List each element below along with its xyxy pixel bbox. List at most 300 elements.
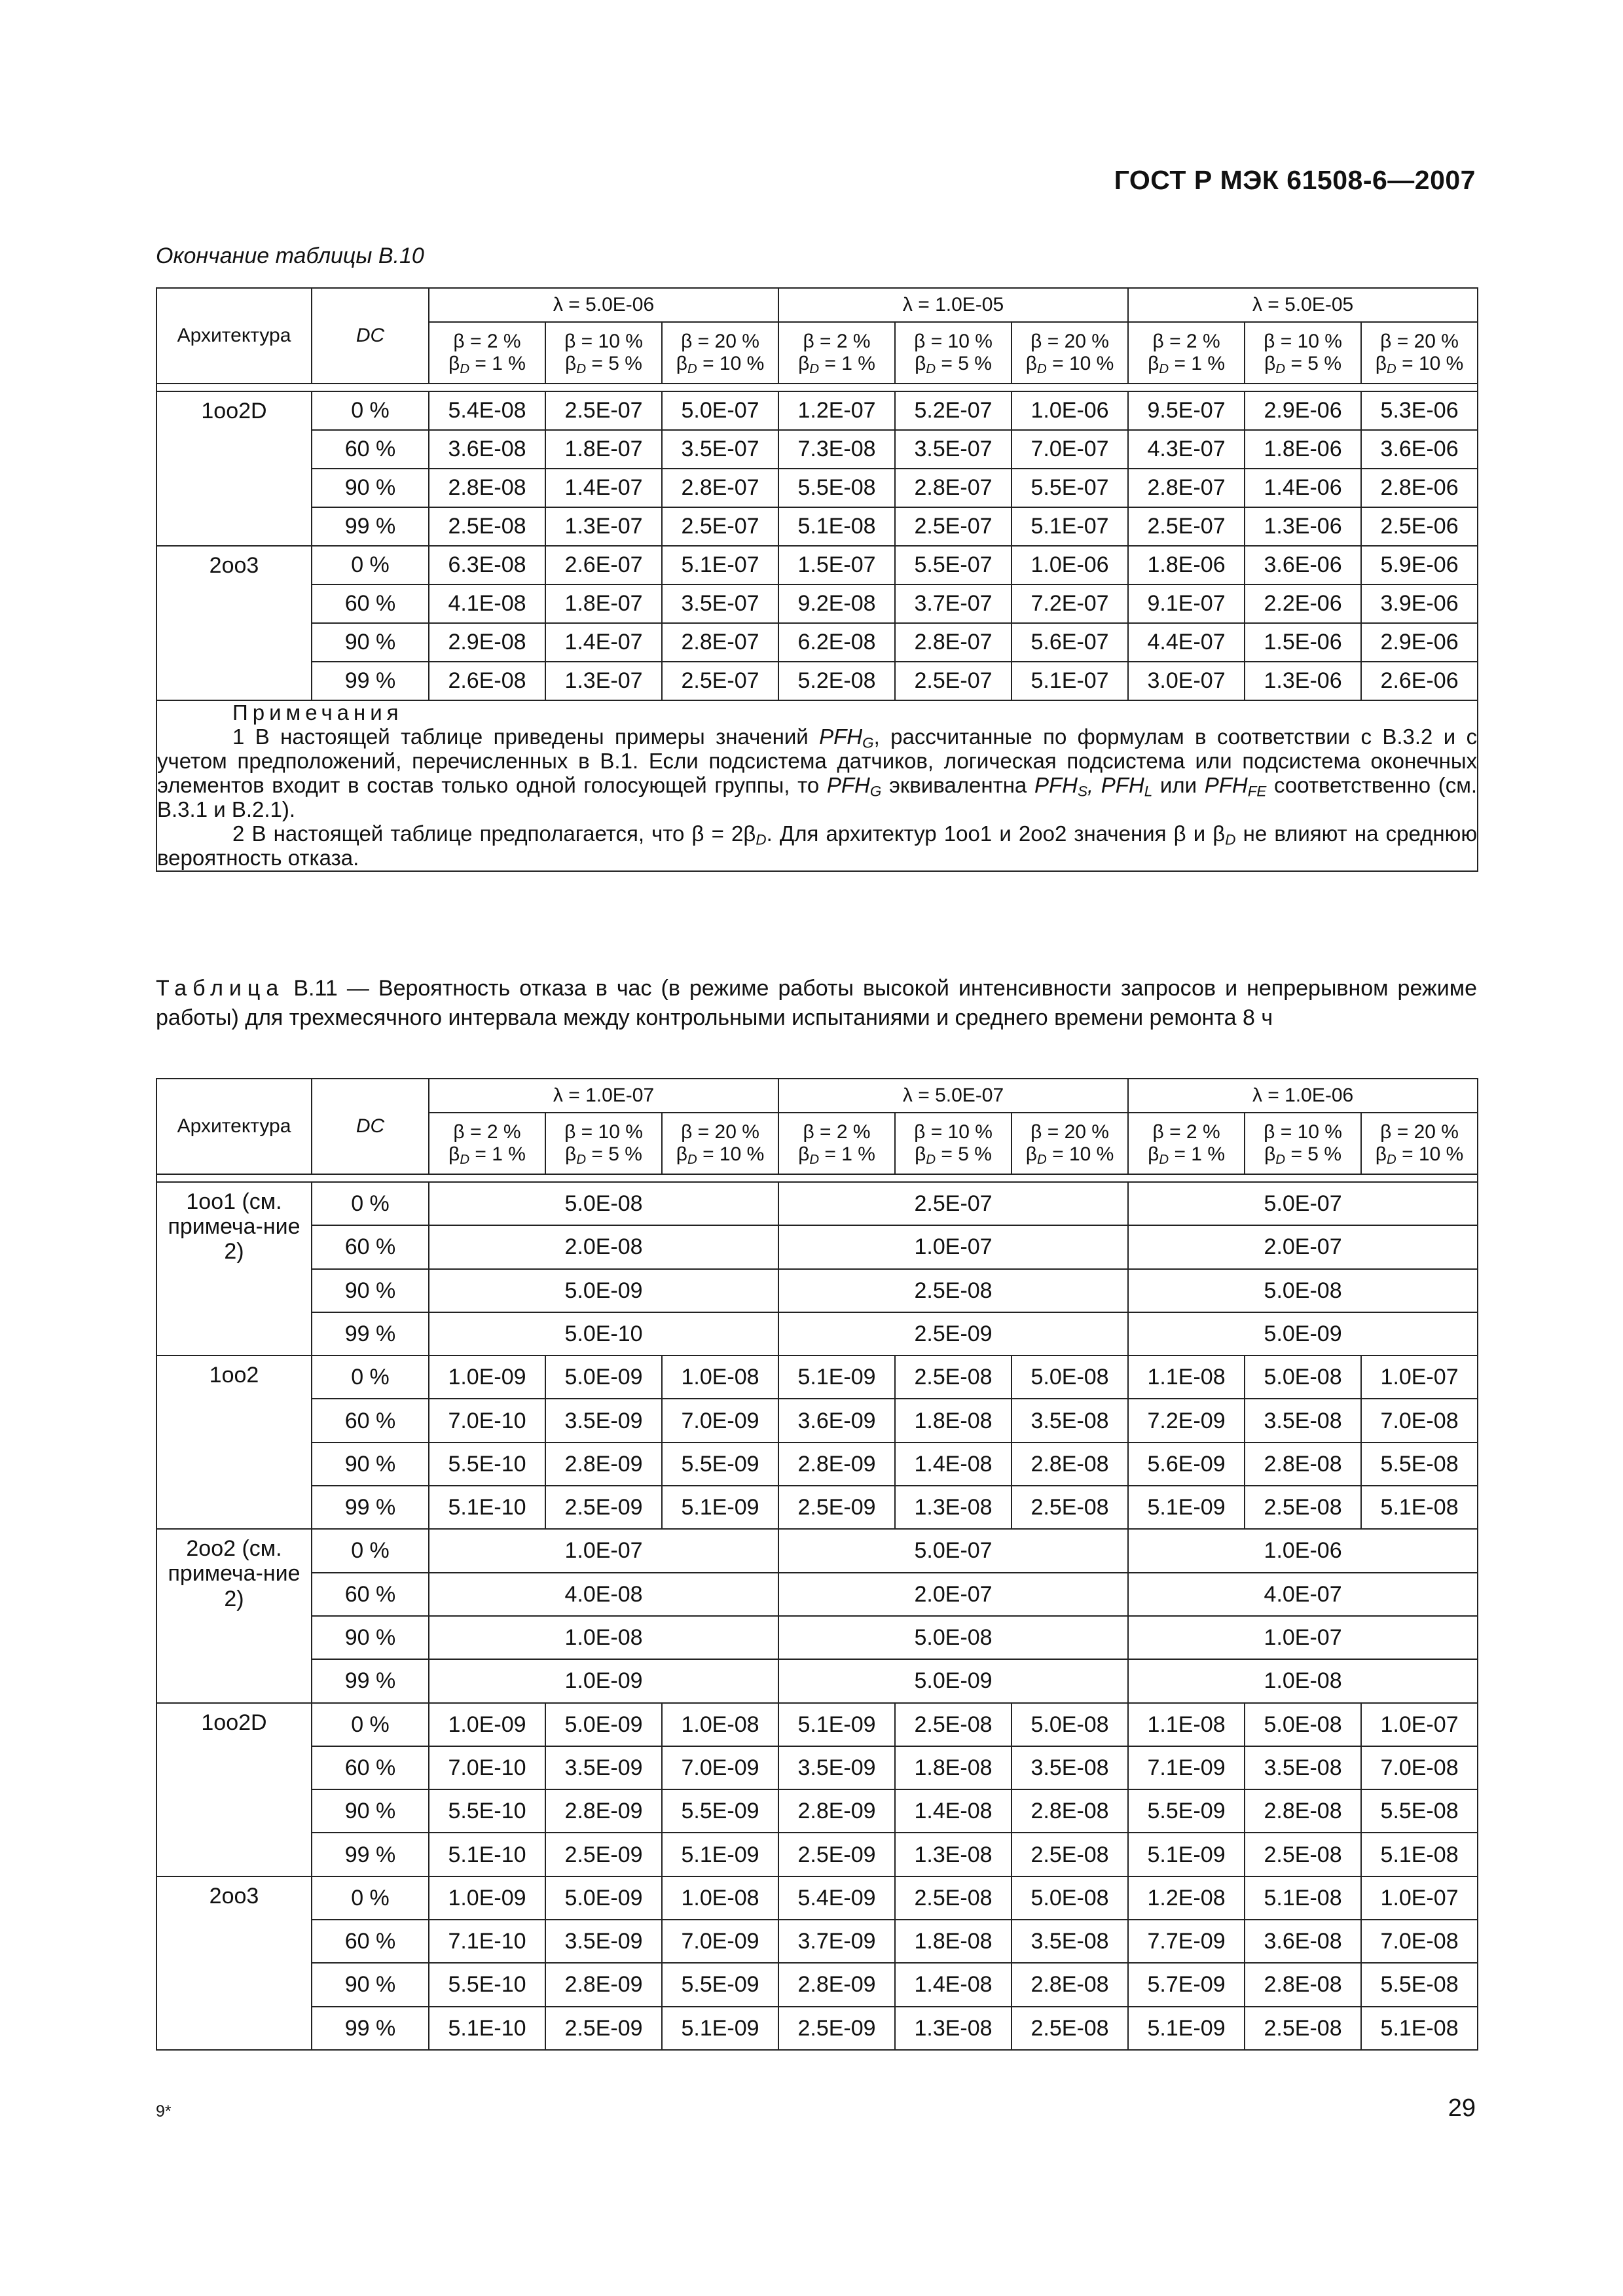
- value-cell: 5.7E-09: [1128, 1963, 1245, 2006]
- beta-d-value: = 10 %: [702, 353, 765, 374]
- beta-d-value: = 5 %: [1290, 353, 1342, 374]
- dc-cell: 90 %: [312, 1616, 429, 1659]
- table2-caption: [156, 974, 1477, 1033]
- table-row: [156, 1486, 1478, 1529]
- value-cell: 5.1E-08: [1361, 1833, 1478, 1876]
- beta-d-symbol: $\beta_D$: [798, 353, 820, 377]
- value-cell: 3.5E-08: [1245, 1399, 1361, 1442]
- value-cell: 1.0E-06: [1128, 1529, 1478, 1572]
- pfh-g: $PFH_G$: [826, 772, 882, 800]
- value-cell: 2.8E-07: [895, 469, 1012, 507]
- table-row: [156, 546, 1478, 584]
- lambda-header: λ = 1.0E-05: [778, 288, 1128, 322]
- table-row: [156, 1399, 1478, 1442]
- beta-d-symbol: $\beta_D$: [676, 353, 697, 377]
- beta-d-symbol: $\beta_D$: [798, 1143, 820, 1168]
- value-cell: 2.8E-07: [1128, 469, 1245, 507]
- beta-d-value: = 1 %: [475, 353, 526, 374]
- value-cell: 3.6E-08: [1245, 1920, 1361, 1963]
- value-cell: 1.1E-08: [1128, 1355, 1245, 1399]
- beta-header: [1245, 322, 1361, 384]
- beta-d-value: = 1 %: [824, 1143, 875, 1165]
- value-cell: 5.0E-09: [1128, 1312, 1478, 1355]
- value-cell: 2.8E-09: [778, 1789, 895, 1833]
- note-2-c: не влияют на среднюю вероятность отказа.: [157, 821, 1478, 870]
- value-cell: 2.0E-07: [1128, 1225, 1478, 1268]
- value-cell: 1.8E-06: [1245, 430, 1361, 469]
- beta-header: [1361, 1113, 1478, 1174]
- value-cell: 1.3E-08: [895, 1486, 1012, 1529]
- value-cell: 2.5E-08: [1012, 1486, 1128, 1529]
- value-cell: 1.4E-06: [1245, 469, 1361, 507]
- beta-value: β = 10 %: [564, 331, 643, 353]
- beta-header: [545, 1113, 662, 1174]
- lambda-header: λ = 5.0E-07: [778, 1079, 1128, 1113]
- value-cell: 5.6E-09: [1128, 1443, 1245, 1486]
- value-cell: 7.2E-09: [1128, 1399, 1245, 1442]
- dc-cell: 0 %: [312, 1529, 429, 1572]
- table-row: [156, 391, 1478, 430]
- value-cell: 1.0E-07: [1361, 1355, 1478, 1399]
- value-cell: 2.5E-09: [778, 1312, 1128, 1355]
- value-cell: 2.5E-08: [1012, 2007, 1128, 2050]
- value-cell: 3.5E-09: [545, 1399, 662, 1442]
- beta-d-value: = 5 %: [1290, 1143, 1342, 1165]
- value-cell: 2.8E-07: [662, 623, 778, 662]
- value-cell: 1.2E-07: [778, 391, 895, 430]
- value-cell: 7.0E-09: [662, 1399, 778, 1442]
- value-cell: 1.0E-08: [1128, 1659, 1478, 1702]
- beta-value: β = 20 %: [1380, 1121, 1459, 1143]
- architecture-header: Архитектура: [156, 1079, 312, 1174]
- table1-caption: Окончание таблицы В.10: [156, 243, 424, 268]
- value-cell: 2.5E-09: [778, 2007, 895, 2050]
- value-cell: 5.5E-07: [895, 546, 1012, 584]
- value-cell: 1.3E-07: [545, 507, 662, 546]
- value-cell: 5.9E-06: [1361, 546, 1478, 584]
- value-cell: 2.0E-07: [778, 1573, 1128, 1616]
- table-row: [156, 1616, 1478, 1659]
- value-cell: 7.3E-08: [778, 430, 895, 469]
- value-cell: 5.1E-08: [778, 507, 895, 546]
- beta-d-value: = 5 %: [941, 1143, 992, 1165]
- value-cell: 7.0E-08: [1361, 1746, 1478, 1789]
- value-cell: 5.2E-07: [895, 391, 1012, 430]
- note-1-c: эквивалентна: [881, 772, 1034, 797]
- table-row: [156, 1659, 1478, 1702]
- value-cell: 3.7E-07: [895, 584, 1012, 623]
- dc-cell: 60 %: [312, 1573, 429, 1616]
- table-row: [156, 1529, 1478, 1572]
- value-cell: 2.5E-09: [545, 2007, 662, 2050]
- value-cell: 2.8E-07: [895, 623, 1012, 662]
- table-row: [156, 1269, 1478, 1312]
- value-cell: 1.0E-07: [778, 1225, 1128, 1268]
- header-gap: [156, 384, 1478, 391]
- value-cell: 1.4E-08: [895, 1443, 1012, 1486]
- value-cell: 1.3E-06: [1245, 662, 1361, 700]
- value-cell: 7.0E-10: [429, 1399, 545, 1442]
- value-cell: 2.8E-09: [778, 1963, 895, 2006]
- value-cell: 1.0E-08: [662, 1355, 778, 1399]
- value-cell: 2.5E-08: [895, 1876, 1012, 1920]
- value-cell: 1.4E-07: [545, 469, 662, 507]
- value-cell: 2.5E-06: [1361, 507, 1478, 546]
- beta-d-symbol: $\beta_D$: [1264, 353, 1286, 377]
- value-cell: 2.5E-08: [429, 507, 545, 546]
- value-cell: 1.8E-08: [895, 1920, 1012, 1963]
- value-cell: 2.5E-07: [662, 507, 778, 546]
- table-row: [156, 584, 1478, 623]
- value-cell: 2.2E-06: [1245, 584, 1361, 623]
- value-cell: 7.0E-08: [1361, 1399, 1478, 1442]
- footer-mark: 9*: [156, 2102, 172, 2121]
- value-cell: 1.8E-07: [545, 430, 662, 469]
- value-cell: 2.9E-06: [1245, 391, 1361, 430]
- table-row: [156, 1312, 1478, 1355]
- value-cell: 1.0E-09: [429, 1876, 545, 1920]
- value-cell: 5.1E-07: [662, 546, 778, 584]
- value-cell: 2.8E-08: [1245, 1443, 1361, 1486]
- value-cell: 5.5E-08: [1361, 1963, 1478, 2006]
- beta-d-value: = 5 %: [941, 353, 992, 374]
- value-cell: 2.9E-06: [1361, 623, 1478, 662]
- value-cell: 1.3E-06: [1245, 507, 1361, 546]
- dc-cell: 60 %: [312, 430, 429, 469]
- beta-d-value: = 10 %: [1402, 353, 1464, 374]
- beta-d-symbol: $\beta_D$: [1025, 1143, 1047, 1168]
- value-cell: 5.4E-09: [778, 1876, 895, 1920]
- table-row: [156, 2007, 1478, 2050]
- value-cell: 3.6E-08: [429, 430, 545, 469]
- value-cell: 6.2E-08: [778, 623, 895, 662]
- value-cell: 5.1E-09: [778, 1703, 895, 1746]
- beta-header: [545, 322, 662, 384]
- beta-d-symbol: $\beta_D$: [1375, 1143, 1396, 1168]
- dc-header: DC: [312, 288, 429, 384]
- value-cell: 2.5E-07: [895, 662, 1012, 700]
- value-cell: 2.5E-07: [545, 391, 662, 430]
- beta-d-value: = 1 %: [475, 1143, 526, 1165]
- value-cell: 1.1E-08: [1128, 1703, 1245, 1746]
- value-cell: 1.0E-09: [429, 1703, 545, 1746]
- value-cell: 3.5E-07: [895, 430, 1012, 469]
- value-cell: 5.1E-08: [1361, 2007, 1478, 2050]
- table2-caption-text: В.11 — Вероятность отказа в час (в режиме работы высокой интенсивности запросов и непрерывном режиме работы) для трехмесячного интервала между контрольными испытаниями и среднего времени ремонта 8 ч: [156, 976, 1478, 1031]
- value-cell: 5.5E-08: [1361, 1443, 1478, 1486]
- notes-cell: [156, 700, 1478, 871]
- beta-header: [1128, 1113, 1245, 1174]
- value-cell: 2.8E-08: [1245, 1963, 1361, 2006]
- beta-d-symbol: $\beta_D$: [448, 1143, 470, 1168]
- table-row: [156, 1920, 1478, 1963]
- value-cell: 2.6E-08: [429, 662, 545, 700]
- table-row: [156, 662, 1478, 700]
- value-cell: 9.1E-07: [1128, 584, 1245, 623]
- beta-d-value: = 1 %: [1174, 1143, 1226, 1165]
- beta-d-value: = 1 %: [1174, 353, 1226, 374]
- table-row: [156, 1789, 1478, 1833]
- value-cell: 3.5E-09: [545, 1746, 662, 1789]
- beta-value: β = 2 %: [1152, 1121, 1220, 1143]
- value-cell: 5.0E-09: [545, 1876, 662, 1920]
- lambda-header: λ = 1.0E-06: [1128, 1079, 1478, 1113]
- dc-cell: 99 %: [312, 507, 429, 546]
- value-cell: 7.1E-10: [429, 1920, 545, 1963]
- dc-cell: 90 %: [312, 1269, 429, 1312]
- note-2: [157, 822, 1477, 870]
- beta-value: β = 20 %: [1030, 331, 1109, 353]
- value-cell: 1.4E-07: [545, 623, 662, 662]
- value-cell: 3.5E-08: [1245, 1746, 1361, 1789]
- dc-cell: 99 %: [312, 1312, 429, 1355]
- lambda-header: λ = 1.0E-07: [429, 1079, 778, 1113]
- beta-header: [662, 1113, 778, 1174]
- value-cell: 2.5E-08: [778, 1269, 1128, 1312]
- beta-value: β = 10 %: [1264, 331, 1342, 353]
- value-cell: 2.5E-07: [778, 1182, 1128, 1225]
- value-cell: 3.5E-08: [1012, 1399, 1128, 1442]
- value-cell: 1.2E-08: [1128, 1876, 1245, 1920]
- value-cell: 3.0E-07: [1128, 662, 1245, 700]
- value-cell: 5.5E-09: [1128, 1789, 1245, 1833]
- value-cell: 5.5E-08: [1361, 1789, 1478, 1833]
- architecture-cell: 1oo2D: [156, 1703, 312, 1876]
- architecture-cell: 2oo3: [156, 1876, 312, 2050]
- value-cell: 2.5E-08: [1012, 1833, 1128, 1876]
- dc-cell: 0 %: [312, 1703, 429, 1746]
- value-cell: 5.1E-09: [778, 1355, 895, 1399]
- beta-value: β = 10 %: [564, 1121, 643, 1143]
- architecture-cell: 2oo3: [156, 546, 312, 700]
- value-cell: 5.0E-07: [662, 391, 778, 430]
- beta-d-value: = 10 %: [1052, 1143, 1114, 1165]
- beta-d-value: = 5 %: [591, 353, 642, 374]
- value-cell: 2.5E-07: [662, 662, 778, 700]
- value-cell: 5.5E-09: [662, 1963, 778, 2006]
- value-cell: 4.1E-08: [429, 584, 545, 623]
- beta-d-value: = 1 %: [824, 353, 875, 374]
- table-row: [156, 623, 1478, 662]
- pfh-s-l: $PFH_S$, $PFH_L$: [1034, 772, 1153, 800]
- architecture-header: Архитектура: [156, 288, 312, 384]
- dc-cell: 60 %: [312, 1746, 429, 1789]
- value-cell: 2.6E-07: [545, 546, 662, 584]
- table-row: [156, 1573, 1478, 1616]
- value-cell: 2.5E-09: [545, 1833, 662, 1876]
- value-cell: 2.5E-09: [778, 1486, 895, 1529]
- value-cell: 1.0E-09: [429, 1659, 778, 1702]
- value-cell: 2.5E-09: [778, 1833, 895, 1876]
- beta-value: β = 10 %: [1264, 1121, 1342, 1143]
- value-cell: 7.0E-07: [1012, 430, 1128, 469]
- table-b11: [156, 1078, 1478, 2051]
- architecture-cell: 1oo1 (см. примеча-ние 2): [156, 1182, 312, 1355]
- value-cell: 7.0E-09: [662, 1746, 778, 1789]
- note-2-a: 2 В настоящей таблице предполагается, что β = 2β: [232, 821, 756, 846]
- table-row: [156, 1703, 1478, 1746]
- value-cell: 5.1E-08: [1245, 1876, 1361, 1920]
- table-row: [156, 1833, 1478, 1876]
- lambda-header: λ = 5.0E-05: [1128, 288, 1478, 322]
- value-cell: 2.8E-06: [1361, 469, 1478, 507]
- value-cell: 5.0E-09: [429, 1269, 778, 1312]
- dc-cell: 0 %: [312, 391, 429, 430]
- value-cell: 7.0E-10: [429, 1746, 545, 1789]
- beta-d-value: = 10 %: [1402, 1143, 1464, 1165]
- value-cell: 2.8E-08: [1245, 1789, 1361, 1833]
- value-cell: 5.5E-09: [662, 1789, 778, 1833]
- value-cell: 2.5E-08: [1245, 1833, 1361, 1876]
- value-cell: 1.3E-07: [545, 662, 662, 700]
- value-cell: 2.5E-07: [895, 507, 1012, 546]
- dc-cell: 99 %: [312, 2007, 429, 2050]
- beta-header: [778, 322, 895, 384]
- value-cell: 5.0E-09: [545, 1703, 662, 1746]
- value-cell: 5.5E-09: [662, 1443, 778, 1486]
- value-cell: 5.5E-10: [429, 1789, 545, 1833]
- beta-value: β = 2 %: [453, 331, 521, 353]
- value-cell: 5.0E-09: [545, 1355, 662, 1399]
- lambda-header: λ = 5.0E-06: [429, 288, 778, 322]
- value-cell: 2.5E-07: [1128, 507, 1245, 546]
- value-cell: 1.5E-07: [778, 546, 895, 584]
- beta-value: β = 2 %: [803, 331, 871, 353]
- value-cell: 5.0E-08: [1012, 1876, 1128, 1920]
- value-cell: 2.8E-08: [1012, 1443, 1128, 1486]
- dc-cell: 60 %: [312, 1225, 429, 1268]
- value-cell: 5.1E-09: [1128, 2007, 1245, 2050]
- beta-value: β = 20 %: [1380, 331, 1459, 353]
- value-cell: 2.8E-08: [1012, 1789, 1128, 1833]
- beta-d-symbol: $\beta_D$: [915, 1143, 936, 1168]
- header-gap: [156, 1174, 1478, 1182]
- beta-value: β = 10 %: [914, 331, 993, 353]
- value-cell: 5.1E-10: [429, 1486, 545, 1529]
- dc-cell: 90 %: [312, 623, 429, 662]
- beta-header: [895, 1113, 1012, 1174]
- beta-header: [1012, 1113, 1128, 1174]
- beta-d-symbol: $\beta_D$: [1148, 1143, 1169, 1168]
- dc-cell: 60 %: [312, 1399, 429, 1442]
- value-cell: 1.0E-06: [1012, 546, 1128, 584]
- value-cell: 5.5E-08: [778, 469, 895, 507]
- beta-header: [1012, 322, 1128, 384]
- header-row-lambda: [156, 1079, 1478, 1113]
- value-cell: 1.8E-08: [895, 1746, 1012, 1789]
- value-cell: 3.5E-07: [662, 430, 778, 469]
- value-cell: 5.0E-07: [778, 1529, 1128, 1572]
- value-cell: 7.0E-08: [1361, 1920, 1478, 1963]
- value-cell: 5.0E-08: [778, 1616, 1128, 1659]
- value-cell: 7.2E-07: [1012, 584, 1128, 623]
- dc-cell: 99 %: [312, 1833, 429, 1876]
- value-cell: 4.0E-08: [429, 1573, 778, 1616]
- beta-d-value: = 10 %: [1052, 353, 1114, 374]
- value-cell: 5.5E-10: [429, 1443, 545, 1486]
- header-row-lambda: [156, 288, 1478, 322]
- value-cell: 5.5E-10: [429, 1963, 545, 2006]
- value-cell: 1.5E-06: [1245, 623, 1361, 662]
- beta-header: [429, 1113, 545, 1174]
- value-cell: 1.0E-07: [429, 1529, 778, 1572]
- value-cell: 1.0E-08: [662, 1703, 778, 1746]
- beta-value: β = 2 %: [1152, 331, 1220, 353]
- value-cell: 2.5E-08: [1245, 1486, 1361, 1529]
- beta-value: β = 20 %: [681, 1121, 759, 1143]
- table2-caption-lead: Таблица: [156, 976, 285, 1001]
- value-cell: 1.3E-08: [895, 1833, 1012, 1876]
- value-cell: 2.8E-08: [1012, 1963, 1128, 2006]
- architecture-cell: 2oo2 (см. примеча-ние 2): [156, 1529, 312, 1702]
- table-row: [156, 507, 1478, 546]
- note-1-a: 1 В настоящей таблице приведены примеры значений: [232, 724, 820, 749]
- value-cell: 1.8E-06: [1128, 546, 1245, 584]
- dc-cell: 0 %: [312, 1876, 429, 1920]
- dc-cell: 0 %: [312, 1182, 429, 1225]
- value-cell: 6.3E-08: [429, 546, 545, 584]
- value-cell: 3.6E-06: [1245, 546, 1361, 584]
- value-cell: 3.6E-06: [1361, 430, 1478, 469]
- beta-d-symbol: $\beta_D$: [1375, 353, 1396, 377]
- dc-cell: 90 %: [312, 1963, 429, 2006]
- table-row: [156, 1876, 1478, 1920]
- beta-d-symbol: $\beta_D$: [676, 1143, 697, 1168]
- value-cell: 5.3E-06: [1361, 391, 1478, 430]
- value-cell: 1.8E-08: [895, 1399, 1012, 1442]
- pfh-fe: $PFH_{FE}$: [1204, 772, 1267, 800]
- value-cell: 4.4E-07: [1128, 623, 1245, 662]
- table-row: [156, 1963, 1478, 2006]
- beta-value: β = 10 %: [914, 1121, 993, 1143]
- dc-cell: 60 %: [312, 584, 429, 623]
- architecture-cell: 1oo2D: [156, 391, 312, 546]
- value-cell: 2.5E-09: [545, 1486, 662, 1529]
- value-cell: 5.0E-07: [1128, 1182, 1478, 1225]
- dc-cell: 90 %: [312, 1443, 429, 1486]
- architecture-cell: 1oo2: [156, 1355, 312, 1529]
- value-cell: 5.0E-08: [1012, 1703, 1128, 1746]
- beta-d-value: = 10 %: [702, 1143, 765, 1165]
- value-cell: 1.8E-07: [545, 584, 662, 623]
- dc-header: DC: [312, 1079, 429, 1174]
- value-cell: 1.4E-08: [895, 1789, 1012, 1833]
- table-row: [156, 1746, 1478, 1789]
- value-cell: 1.0E-06: [1012, 391, 1128, 430]
- value-cell: 1.0E-07: [1361, 1703, 1478, 1746]
- value-cell: 5.2E-08: [778, 662, 895, 700]
- dc-cell: 0 %: [312, 546, 429, 584]
- table-row: [156, 1443, 1478, 1486]
- value-cell: 1.0E-09: [429, 1355, 545, 1399]
- value-cell: 9.5E-07: [1128, 391, 1245, 430]
- beta-header: [778, 1113, 895, 1174]
- beta-value: β = 2 %: [453, 1121, 521, 1143]
- value-cell: 1.0E-07: [1128, 1616, 1478, 1659]
- value-cell: 1.0E-08: [662, 1876, 778, 1920]
- beta-d-symbol: $\beta_D$: [1264, 1143, 1286, 1168]
- beta-header: [1128, 322, 1245, 384]
- value-cell: 5.0E-08: [1012, 1355, 1128, 1399]
- note-2-b: . Для архитектур 1oo1 и 2oo2 значения β и β: [766, 821, 1226, 846]
- value-cell: 1.0E-08: [429, 1616, 778, 1659]
- value-cell: 7.0E-09: [662, 1920, 778, 1963]
- beta-value: β = 20 %: [1030, 1121, 1109, 1143]
- value-cell: 5.5E-07: [1012, 469, 1128, 507]
- table-row: [156, 469, 1478, 507]
- table-row: [156, 1355, 1478, 1399]
- value-cell: 5.0E-09: [778, 1659, 1128, 1702]
